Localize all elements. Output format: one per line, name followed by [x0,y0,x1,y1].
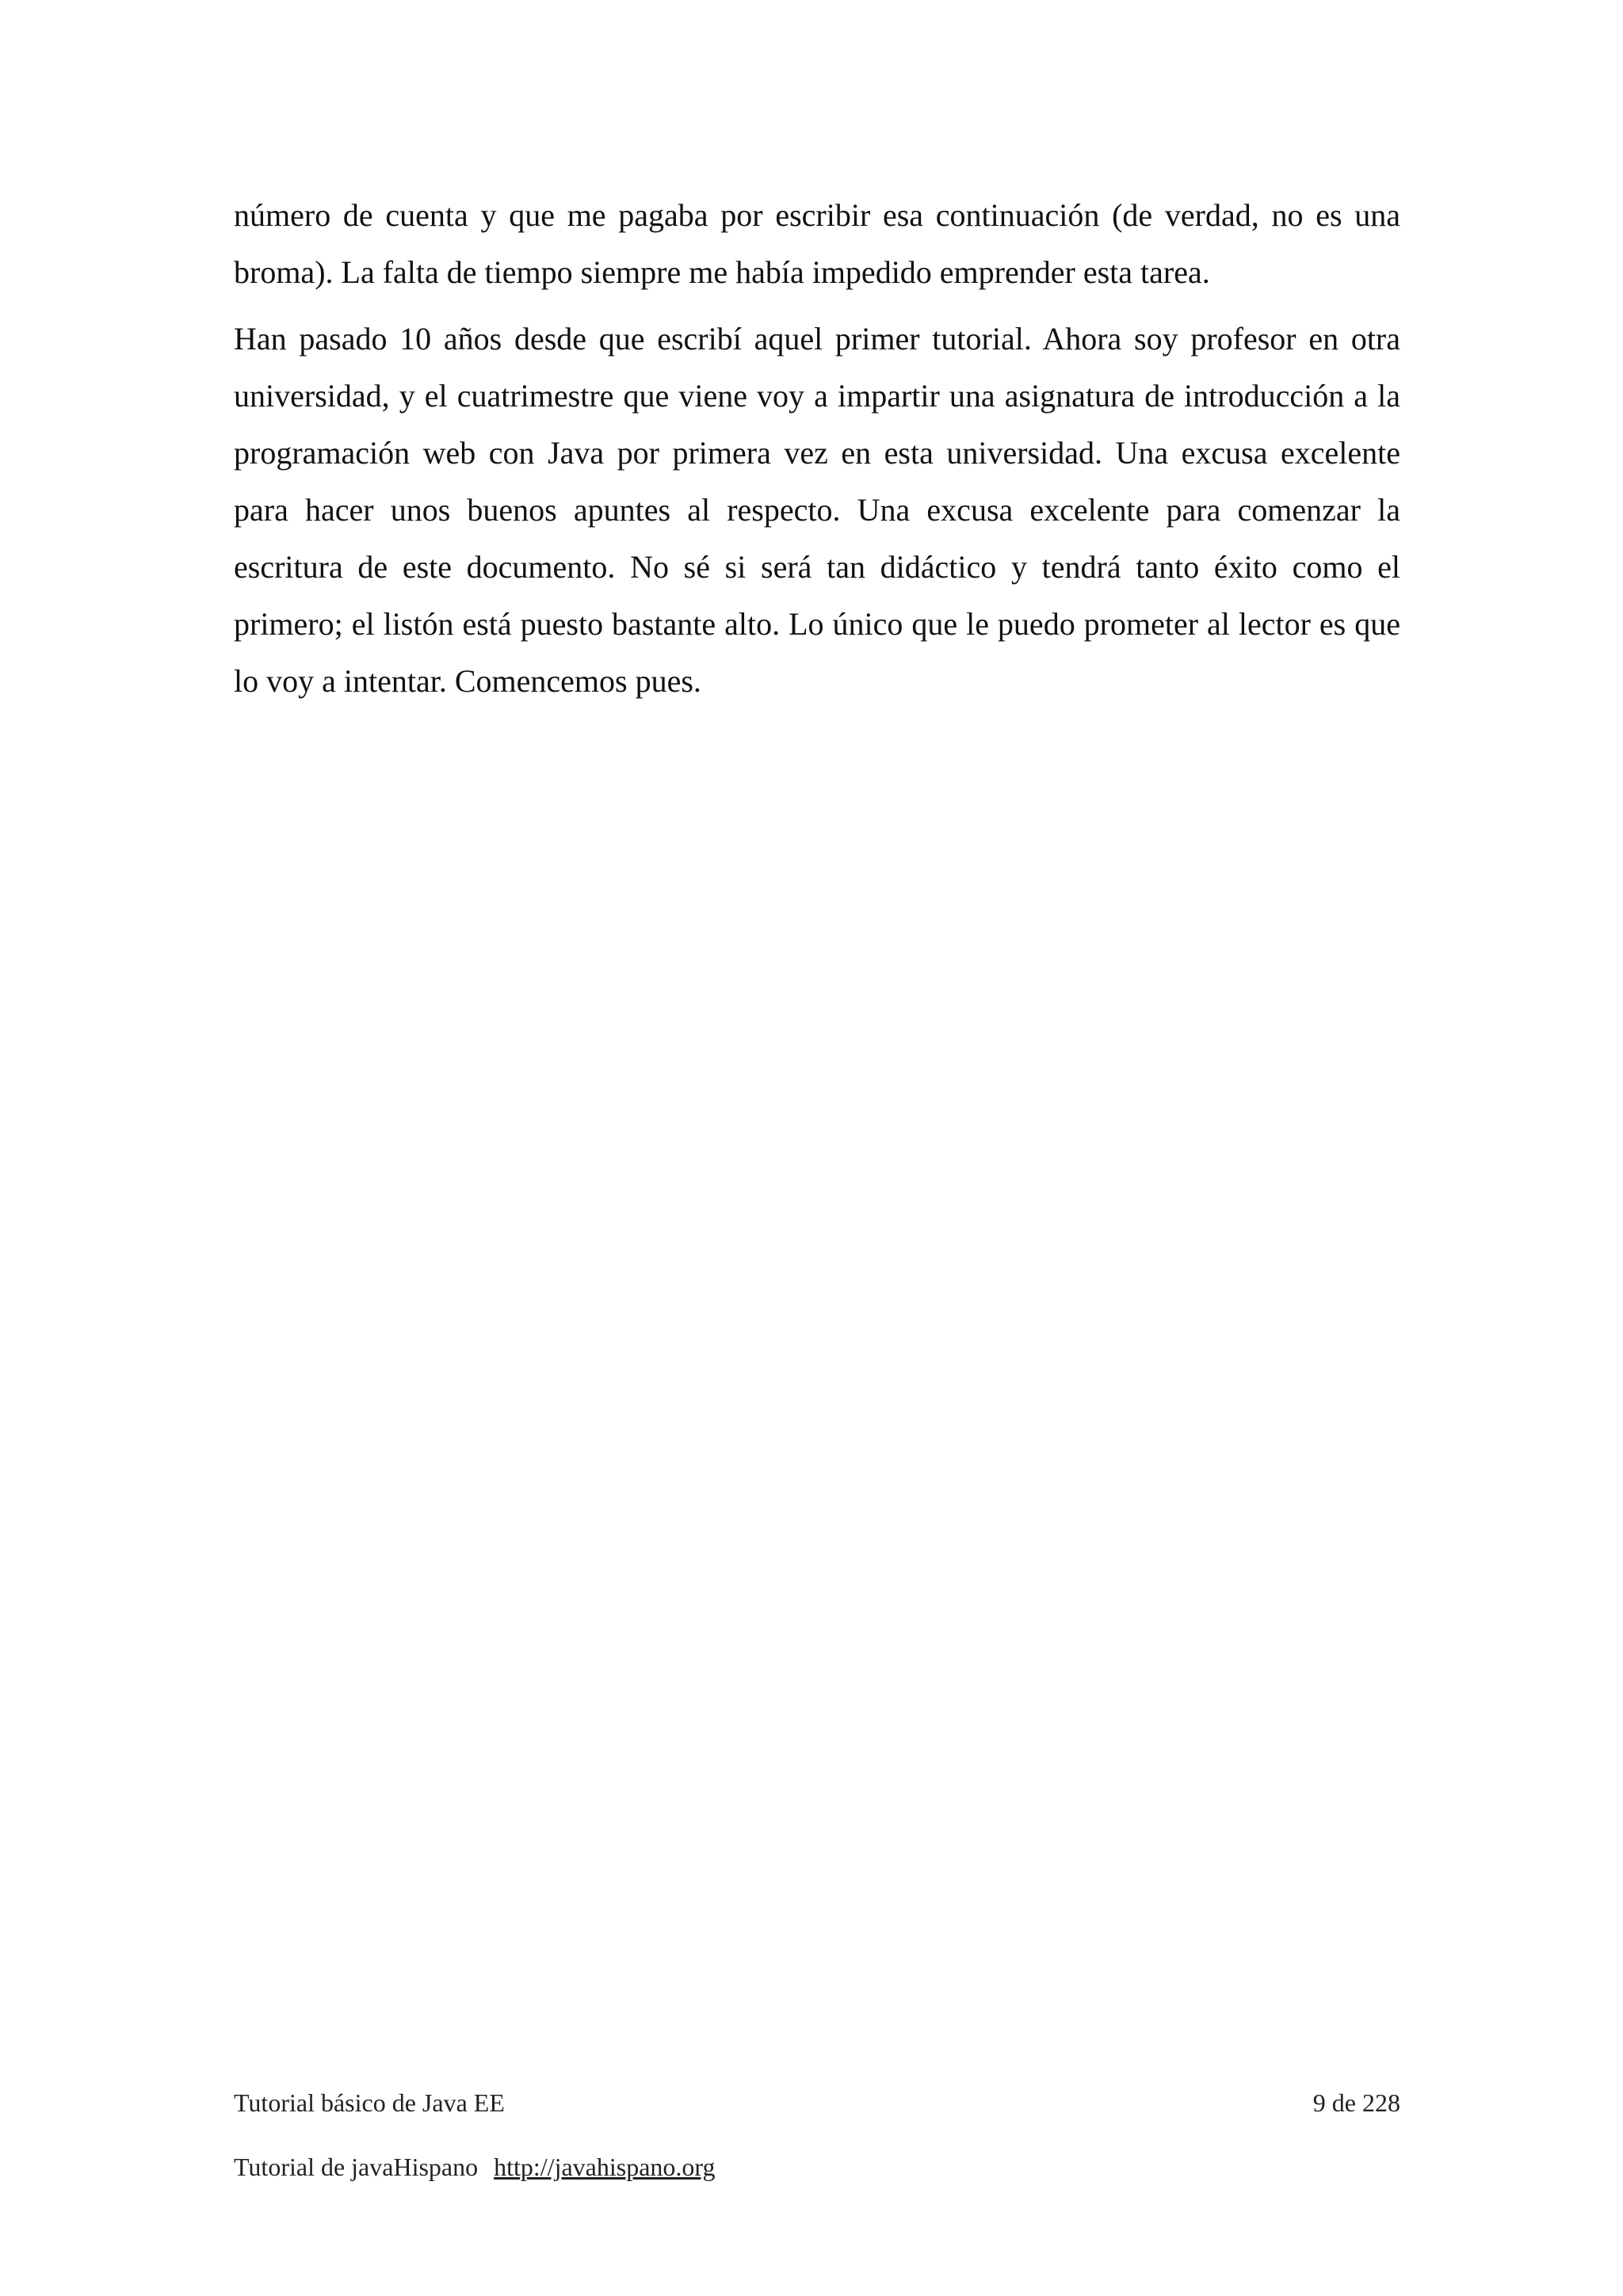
footer-row-publisher [234,2151,1400,2183]
footer-doc-title: Tutorial básico de Java EE [234,2088,505,2117]
paragraph-2: Han pasado 10 años desde que escribí aquel primer tutorial. Ahora soy profesor en otra universidad, y el cuatrimestre que viene voy a impartir una asignatura de introducción a la programación web con Java por primera vez en esta universidad. Una excusa excelente para hacer unos buenos apuntes al respecto. Una excusa excelente para comenzar la escritura de este documento. No sé si será tan didáctico y tendrá tanto éxito como el primero; el listón está puesto bastante alto. Lo único que le puedo prometer al lector es que lo voy a intentar. Comencemos pues. [234,321,1400,699]
footer-publisher: Tutorial de javaHispano [234,2153,479,2181]
footer-row-title [234,2087,1400,2119]
footer-url-link[interactable]: http://javahispano.org [494,2153,716,2181]
paragraph-1: número de cuenta y que me pagaba por escribir esa continuación (de verdad, no es una broma). La falta de tiempo siempre me había impedido emprender esta tarea. [234,197,1400,290]
body-text [234,187,1400,719]
footer-page-number: 9 de 228 [1312,2088,1400,2117]
